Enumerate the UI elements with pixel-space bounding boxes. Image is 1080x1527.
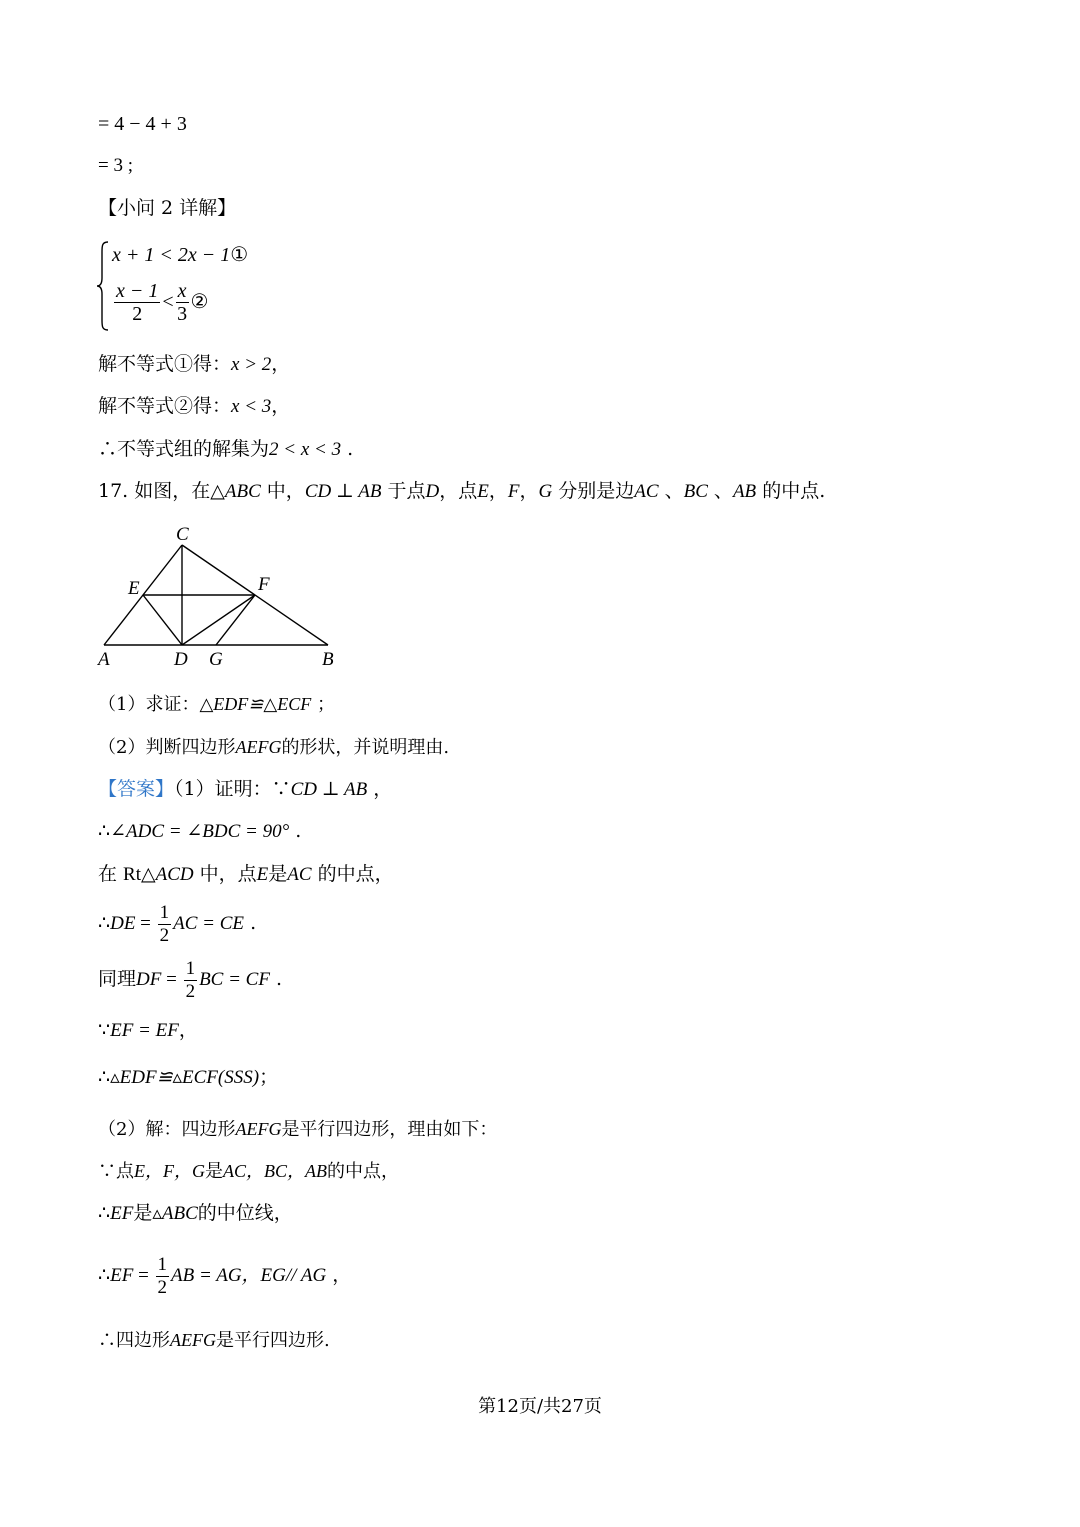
- label-A: A: [98, 649, 110, 670]
- label-C: C: [176, 524, 189, 545]
- answer-line-6: ∵EF = EF，: [98, 1019, 198, 1041]
- calc-line-2: = 3 ;: [98, 155, 133, 176]
- fraction-one-half: $\frac{1}{2}$: [185, 957, 196, 1002]
- circled-1: ①: [230, 242, 249, 266]
- page-footer: 第12页/共27页: [478, 1396, 602, 1417]
- answer-line-3: 在 Rt△ACD 中，点E是AC 的中点，: [98, 863, 394, 885]
- answer-line-5: 同理DF = $\frac{1}{2}$ BC = CF .: [98, 957, 283, 1002]
- question-17-stem: 17. 如图，在△ABC 中，CD ⊥ AB 于点D，点E，F，G 分别是边AC 、BC 、AB 的中点.: [98, 480, 826, 502]
- fraction-one-half: $\frac{1}{2}$: [157, 1253, 168, 1298]
- solve-inequality-1: 解不等式①得：x > 2，: [98, 353, 291, 375]
- answer-line-1: 【答案】（1）证明：∵CD ⊥ AB ，: [98, 778, 393, 800]
- answer-part-2-line-4: ∴EF = $\frac{1}{2}$ AB = AG，EG// AG ，: [98, 1253, 352, 1298]
- label-D: D: [174, 649, 188, 670]
- answer-part-2-line-3: ∴EF是▵ABC的中位线，: [98, 1202, 293, 1224]
- solution-set: ∴不等式组的解集为2 < x < 3 .: [98, 438, 354, 460]
- answer-part-2-line-5: ∴四边形AEFG是平行四边形.: [98, 1330, 330, 1351]
- inequality-2: [112, 280, 208, 325]
- segment-DF: [182, 595, 255, 645]
- fraction-x-over-3: $\frac{x}{3}$: [177, 280, 188, 325]
- fraction-one-half: $\frac{1}{2}$: [159, 901, 170, 946]
- inequality-system: [96, 240, 296, 335]
- solve-inequality-2: 解不等式②得：x < 3，: [98, 395, 291, 417]
- inequality-1-expr: x + 1 < 2x − 1: [112, 244, 231, 266]
- label-B: B: [322, 649, 334, 670]
- answer-part-2-line-2: ∵点E，F，G是AC，BC，AB的中点，: [98, 1161, 399, 1182]
- label-F: F: [258, 574, 270, 595]
- fraction-x-minus-1-over-2: $\frac{x - 1}{2}$: [116, 280, 159, 325]
- label-E: E: [128, 578, 140, 599]
- answer-tag: 【答案】: [98, 778, 175, 800]
- inequality-1: [112, 242, 248, 267]
- answer-part-2-line-1: （2）解：四边形AEFG是平行四边形，理由如下：: [98, 1119, 498, 1140]
- part-1-question: （1）求证：△EDF≌△ECF ；: [98, 694, 335, 715]
- circled-2: ②: [190, 289, 209, 313]
- answer-line-2: ∴∠ADC = ∠BDC = 90° .: [98, 820, 302, 842]
- left-brace-icon: [96, 240, 110, 332]
- segment-FG: [216, 595, 255, 645]
- less-than-sign: <: [162, 291, 174, 313]
- triangle-figure: [92, 520, 352, 675]
- calc-line-1: = 4 − 4 + 3: [98, 113, 187, 135]
- part-2-question: （2）判断四边形AEFG的形状，并说明理由.: [98, 737, 450, 758]
- answer-line-4: ∴DE = $\frac{1}{2}$ AC = CE .: [98, 901, 257, 946]
- label-G: G: [209, 649, 223, 670]
- segment-ED: [143, 595, 182, 645]
- subquestion-2-header: 【小问 2 详解】: [98, 197, 237, 219]
- answer-line-7: ∴▵EDF≌▵ECF(SSS)；: [98, 1066, 279, 1088]
